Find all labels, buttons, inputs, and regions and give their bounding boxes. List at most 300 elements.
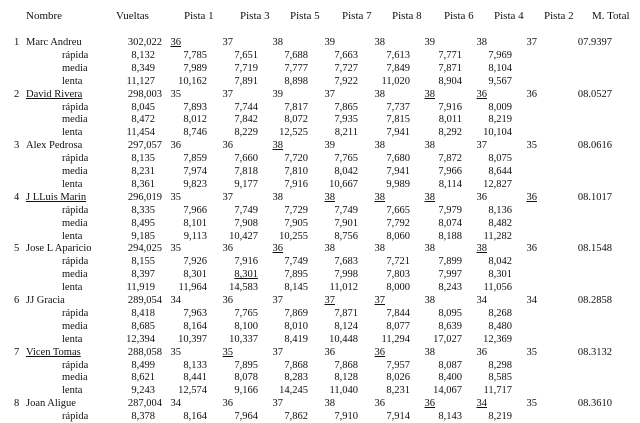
time-value: 8,135 [131, 153, 155, 165]
time-value: 7,719 [234, 62, 258, 74]
time-value: 12,574 [178, 385, 207, 397]
driver-row [0, 242, 640, 255]
time-value: 7,817 [284, 101, 308, 113]
time-value: 7,997 [438, 269, 462, 281]
time-value: 7,749 [284, 256, 308, 268]
time-row-rapida [0, 307, 640, 320]
lap-count: 38 [272, 37, 283, 48]
header-pista-7: Pista 7 [342, 10, 372, 22]
time-value: 7,680 [386, 153, 410, 165]
time-value: 8,301 [234, 269, 258, 281]
time-value: 7,651 [234, 49, 258, 61]
driver-row [0, 36, 640, 49]
time-value: 8,042 [488, 256, 512, 268]
time-label-rapida: rápida [62, 204, 89, 216]
time-value: 7,613 [386, 49, 410, 61]
time-value: 7,663 [334, 49, 358, 61]
time-value: 7,785 [183, 49, 207, 61]
time-label-rapida: rápida [62, 411, 89, 423]
time-value: 8,060 [386, 230, 410, 242]
time-value: 8,495 [131, 217, 155, 229]
time-value: 8,101 [183, 217, 207, 229]
time-value: 8,074 [438, 217, 462, 229]
driver-name: David Rivera [26, 88, 83, 100]
lap-count: 37 [222, 37, 233, 48]
time-value: 8,100 [234, 320, 258, 332]
time-row-rapida [0, 49, 640, 62]
time-value: 9,166 [234, 385, 258, 397]
time-value: 7,998 [334, 269, 358, 281]
header-pista-1: Pista 1 [184, 10, 214, 22]
time-value: 8,301 [183, 269, 207, 281]
time-value: 8,482 [488, 217, 512, 229]
lap-count: 38 [324, 191, 335, 203]
time-value: 7,720 [284, 153, 308, 165]
time-value: 7,859 [183, 153, 207, 165]
time-label-lenta: lenta [62, 282, 83, 294]
time-row-rapida [0, 410, 640, 423]
time-value: 7,842 [234, 114, 258, 126]
time-row-media [0, 371, 640, 384]
driver-vueltas: 294,025 [127, 243, 162, 255]
time-value: 7,871 [438, 62, 462, 74]
lap-count: 38 [324, 398, 335, 410]
time-value: 7,891 [234, 75, 258, 87]
lap-count: 35 [222, 346, 233, 358]
time-value: 7,862 [284, 411, 308, 423]
driver-name: J LLuis Marin [26, 191, 87, 203]
time-value: 9,823 [183, 178, 207, 190]
time-value: 8,685 [131, 320, 155, 332]
time-label-lenta: lenta [62, 230, 83, 242]
time-value: 8,219 [488, 114, 512, 126]
time-value: 7,868 [334, 359, 358, 371]
driver-rank: 2 [14, 88, 20, 100]
time-value: 8,349 [131, 62, 155, 74]
time-row-rapida [0, 101, 640, 114]
header-pista-2: Pista 2 [544, 10, 574, 22]
lap-count: 36 [222, 243, 233, 255]
time-value: 11,020 [381, 75, 410, 87]
driver-rank: 1 [14, 37, 20, 48]
time-value: 8,136 [488, 204, 512, 216]
time-value: 11,964 [178, 282, 207, 294]
driver-row [0, 191, 640, 204]
time-row-media [0, 113, 640, 126]
time-value: 10,427 [229, 230, 258, 242]
time-value: 7,727 [334, 62, 358, 74]
lap-count: 38 [324, 243, 335, 255]
time-value: 8,164 [183, 320, 207, 332]
time-value: 11,040 [329, 385, 358, 397]
time-value: 8,128 [334, 372, 358, 384]
time-label-lenta: lenta [62, 178, 83, 190]
lap-count: 36 [222, 398, 233, 410]
time-value: 7,749 [334, 204, 358, 216]
time-value: 7,989 [183, 62, 207, 74]
time-value: 8,418 [131, 307, 155, 319]
driver-rank: 5 [14, 243, 20, 255]
time-value: 8,145 [284, 282, 308, 294]
time-label-media: media [62, 320, 88, 332]
time-value: 8,026 [386, 372, 410, 384]
time-value: 11,012 [329, 282, 358, 294]
time-value: 7,818 [234, 166, 258, 177]
time-value: 8,164 [183, 411, 207, 423]
lap-count: 38 [424, 243, 435, 255]
time-value: 8,898 [284, 75, 308, 87]
time-value: 11,294 [381, 333, 410, 345]
lap-count: 37 [272, 295, 283, 306]
time-value: 7,810 [284, 166, 308, 177]
driver-total: 07.9397 [577, 37, 612, 48]
lap-count: 37 [272, 398, 283, 410]
time-value: 8,378 [131, 411, 155, 423]
time-value: 12,827 [483, 178, 512, 190]
time-value: 8,124 [334, 320, 358, 332]
header-m-total: M. Total [592, 10, 630, 22]
time-row-lenta [0, 178, 640, 191]
time-value: 9,177 [234, 178, 258, 190]
time-value: 8,132 [131, 49, 155, 61]
header-pista-5: Pista 5 [290, 10, 320, 22]
time-value: 10,255 [279, 230, 308, 242]
time-value: 7,941 [386, 127, 410, 139]
time-value: 8,229 [234, 127, 258, 139]
lap-count: 38 [476, 37, 487, 48]
time-value: 8,143 [438, 411, 462, 423]
time-value: 8,361 [131, 178, 155, 190]
time-value: 7,872 [438, 153, 462, 165]
time-value: 7,737 [386, 101, 410, 113]
time-value: 8,231 [131, 166, 155, 177]
time-value: 11,056 [483, 282, 512, 294]
time-value: 8,400 [438, 372, 462, 384]
lap-count: 37 [526, 37, 537, 48]
time-value: 9,567 [488, 75, 512, 87]
time-value: 8,298 [488, 359, 512, 371]
lap-count: 36 [222, 140, 233, 152]
lap-count: 38 [272, 191, 283, 203]
time-value: 9,113 [183, 230, 207, 242]
lap-count: 35 [526, 398, 537, 410]
time-value: 14,245 [279, 385, 308, 397]
driver-name: Alex Pedrosa [26, 140, 83, 152]
driver-total: 08.0616 [577, 140, 612, 152]
time-value: 8,219 [488, 411, 512, 423]
time-value: 7,908 [234, 217, 258, 229]
time-value: 7,765 [334, 153, 358, 165]
time-label-rapida: rápida [62, 101, 89, 113]
time-value: 7,792 [386, 217, 410, 229]
time-value: 8,077 [386, 320, 410, 332]
time-row-rapida [0, 204, 640, 217]
time-value: 8,114 [438, 178, 462, 190]
driver-vueltas: 288,058 [127, 346, 162, 358]
time-value: 11,454 [126, 127, 155, 139]
time-value: 10,448 [329, 333, 358, 345]
driver-rank: 7 [14, 346, 20, 358]
lap-count: 38 [374, 191, 385, 203]
driver-vueltas: 298,003 [127, 88, 162, 100]
driver-row [0, 88, 640, 101]
driver-rank: 8 [14, 398, 20, 410]
lap-count: 38 [424, 295, 435, 306]
time-value: 8,000 [386, 282, 410, 294]
time-label-media: media [62, 166, 88, 177]
time-row-rapida [0, 152, 640, 165]
time-value: 7,895 [234, 359, 258, 371]
driver-vueltas: 289,054 [127, 295, 162, 306]
time-row-media [0, 62, 640, 75]
time-value: 8,480 [488, 320, 512, 332]
time-value: 8,292 [438, 127, 462, 139]
driver-name: Joan Aligue [26, 398, 76, 410]
time-value: 7,893 [183, 101, 207, 113]
time-row-lenta [0, 75, 640, 88]
time-value: 10,397 [178, 333, 207, 345]
time-row-media [0, 165, 640, 178]
time-label-media: media [62, 114, 88, 126]
time-label-lenta: lenta [62, 333, 83, 345]
time-value: 7,979 [438, 204, 462, 216]
lap-count: 38 [424, 88, 435, 100]
lap-count: 34 [476, 398, 487, 410]
time-value: 7,665 [386, 204, 410, 216]
time-value: 8,045 [131, 101, 155, 113]
time-row-rapida [0, 359, 640, 372]
time-value: 8,211 [334, 127, 358, 139]
time-label-lenta: lenta [62, 75, 83, 87]
time-value: 7,916 [438, 101, 462, 113]
time-value: 7,935 [334, 114, 358, 126]
driver-rank: 4 [14, 191, 20, 203]
time-value: 7,777 [284, 62, 308, 74]
time-value: 9,989 [386, 178, 410, 190]
lap-count: 39 [324, 37, 335, 48]
time-value: 11,919 [126, 282, 155, 294]
time-value: 7,765 [234, 307, 258, 319]
time-value: 8,087 [438, 359, 462, 371]
time-value: 7,964 [234, 411, 258, 423]
time-value: 11,717 [483, 385, 512, 397]
time-value: 7,683 [334, 256, 358, 268]
time-row-media [0, 268, 640, 281]
time-label-rapida: rápida [62, 256, 89, 268]
time-label-rapida: rápida [62, 153, 89, 165]
time-value: 7,849 [386, 62, 410, 74]
time-value: 7,771 [438, 49, 462, 61]
time-value: 9,185 [131, 230, 155, 242]
lap-count: 38 [374, 37, 385, 48]
time-value: 10,337 [229, 333, 258, 345]
driver-total: 08.1548 [577, 243, 612, 255]
time-value: 7,963 [183, 307, 207, 319]
lap-count: 35 [526, 140, 537, 152]
driver-name: JJ Gracia [26, 295, 65, 306]
time-value: 8,644 [488, 166, 512, 177]
lap-count: 35 [170, 346, 181, 358]
lap-count: 37 [374, 295, 385, 306]
driver-total: 08.0527 [577, 88, 612, 100]
time-value: 12,394 [126, 333, 155, 345]
time-value: 10,162 [178, 75, 207, 87]
time-row-lenta [0, 333, 640, 346]
time-value: 8,746 [183, 127, 207, 139]
time-value: 7,922 [334, 75, 358, 87]
lap-count: 37 [476, 140, 487, 152]
lap-count: 35 [170, 191, 181, 203]
time-value: 8,335 [131, 204, 155, 216]
time-value: 8,243 [438, 282, 462, 294]
time-label-media: media [62, 62, 88, 74]
time-value: 8,268 [488, 307, 512, 319]
time-value: 7,871 [334, 307, 358, 319]
time-value: 7,969 [488, 49, 512, 61]
lap-count: 36 [374, 398, 385, 410]
time-value: 8,075 [488, 153, 512, 165]
time-value: 7,914 [386, 411, 410, 423]
lap-count: 37 [324, 295, 335, 306]
time-value: 8,231 [386, 385, 410, 397]
time-value: 7,865 [334, 101, 358, 113]
driver-vueltas: 302,022 [127, 37, 162, 48]
time-value: 14,583 [229, 282, 258, 294]
lap-count: 36 [170, 37, 181, 48]
time-value: 14,067 [433, 385, 462, 397]
time-value: 7,869 [284, 307, 308, 319]
time-label-lenta: lenta [62, 127, 83, 139]
lap-count: 38 [476, 243, 487, 255]
driver-total: 08.1017 [577, 191, 612, 203]
time-label-rapida: rápida [62, 49, 89, 61]
lap-count: 35 [526, 346, 537, 358]
time-value: 8,155 [131, 256, 155, 268]
time-value: 8,472 [131, 114, 155, 126]
time-value: 7,966 [438, 166, 462, 177]
lap-count: 37 [324, 88, 335, 100]
lap-count: 36 [324, 346, 335, 358]
driver-name: Vicen Tomas [26, 346, 81, 358]
lap-count: 37 [222, 88, 233, 100]
lap-count: 36 [222, 295, 233, 306]
lap-count: 35 [170, 243, 181, 255]
lap-count: 35 [170, 88, 181, 100]
time-value: 8,104 [488, 62, 512, 74]
header-pista-3: Pista 3 [240, 10, 270, 22]
time-value: 7,729 [284, 204, 308, 216]
driver-total: 08.2858 [577, 295, 612, 306]
lap-count: 34 [170, 295, 181, 306]
driver-name: Jose L Aparicio [26, 243, 92, 255]
time-value: 17,027 [433, 333, 462, 345]
driver-total: 08.3132 [577, 346, 612, 358]
time-value: 8,419 [284, 333, 308, 345]
lap-count: 38 [374, 140, 385, 152]
driver-row [0, 139, 640, 152]
time-value: 7,901 [334, 217, 358, 229]
time-value: 8,301 [488, 269, 512, 281]
driver-row [0, 397, 640, 410]
time-value: 7,974 [183, 166, 207, 177]
time-value: 8,621 [131, 372, 155, 384]
time-value: 8,011 [438, 114, 462, 126]
lap-count: 36 [526, 243, 537, 255]
lap-count: 39 [424, 37, 435, 48]
time-label-rapida: rápida [62, 359, 89, 371]
lap-count: 36 [424, 398, 435, 410]
time-value: 10,104 [483, 127, 512, 139]
driver-rank: 6 [14, 295, 20, 306]
driver-vueltas: 287,004 [127, 398, 162, 410]
time-value: 8,756 [334, 230, 358, 242]
header-pista-8: Pista 8 [392, 10, 422, 22]
lap-count: 38 [374, 88, 385, 100]
time-value: 8,499 [131, 359, 155, 371]
time-value: 8,010 [284, 320, 308, 332]
time-value: 11,127 [126, 75, 155, 87]
time-value: 7,941 [386, 166, 410, 177]
time-value: 8,078 [234, 372, 258, 384]
time-value: 8,072 [284, 114, 308, 126]
time-value: 8,095 [438, 307, 462, 319]
time-value: 8,283 [284, 372, 308, 384]
time-label-lenta: lenta [62, 385, 83, 397]
time-value: 10,667 [329, 178, 358, 190]
time-value: 8,904 [438, 75, 462, 87]
time-value: 8,441 [183, 372, 207, 384]
time-value: 7,899 [438, 256, 462, 268]
lap-count: 38 [424, 140, 435, 152]
time-value: 12,525 [279, 127, 308, 139]
driver-name: Marc Andreu [26, 37, 82, 48]
time-value: 7,957 [386, 359, 410, 371]
lap-count: 37 [272, 346, 283, 358]
lap-count: 36 [272, 243, 283, 255]
driver-vueltas: 296,019 [127, 191, 162, 203]
lap-count: 37 [222, 191, 233, 203]
time-row-media [0, 217, 640, 230]
lap-count: 36 [170, 140, 181, 152]
lap-count: 36 [526, 88, 537, 100]
time-value: 12,369 [483, 333, 512, 345]
lap-count: 36 [374, 346, 385, 358]
driver-vueltas: 297,057 [127, 140, 162, 152]
lap-count: 36 [526, 191, 537, 203]
lap-count: 39 [272, 88, 283, 100]
header-pista-4: Pista 4 [494, 10, 524, 22]
time-label-media: media [62, 269, 88, 281]
time-value: 7,916 [284, 178, 308, 190]
lap-count: 34 [170, 398, 181, 410]
time-row-lenta [0, 230, 640, 243]
time-value: 8,009 [488, 101, 512, 113]
time-value: 7,844 [386, 307, 410, 319]
time-value: 8,397 [131, 269, 155, 281]
time-value: 7,660 [234, 153, 258, 165]
time-label-rapida: rápida [62, 307, 89, 319]
time-value: 7,926 [183, 256, 207, 268]
time-label-media: media [62, 372, 88, 384]
lap-count: 34 [476, 295, 487, 306]
time-value: 7,815 [386, 114, 410, 126]
time-value: 8,188 [438, 230, 462, 242]
lap-count: 39 [324, 140, 335, 152]
lap-count: 38 [424, 346, 435, 358]
time-label-media: media [62, 217, 88, 229]
time-value: 7,895 [284, 269, 308, 281]
time-value: 8,585 [488, 372, 512, 384]
